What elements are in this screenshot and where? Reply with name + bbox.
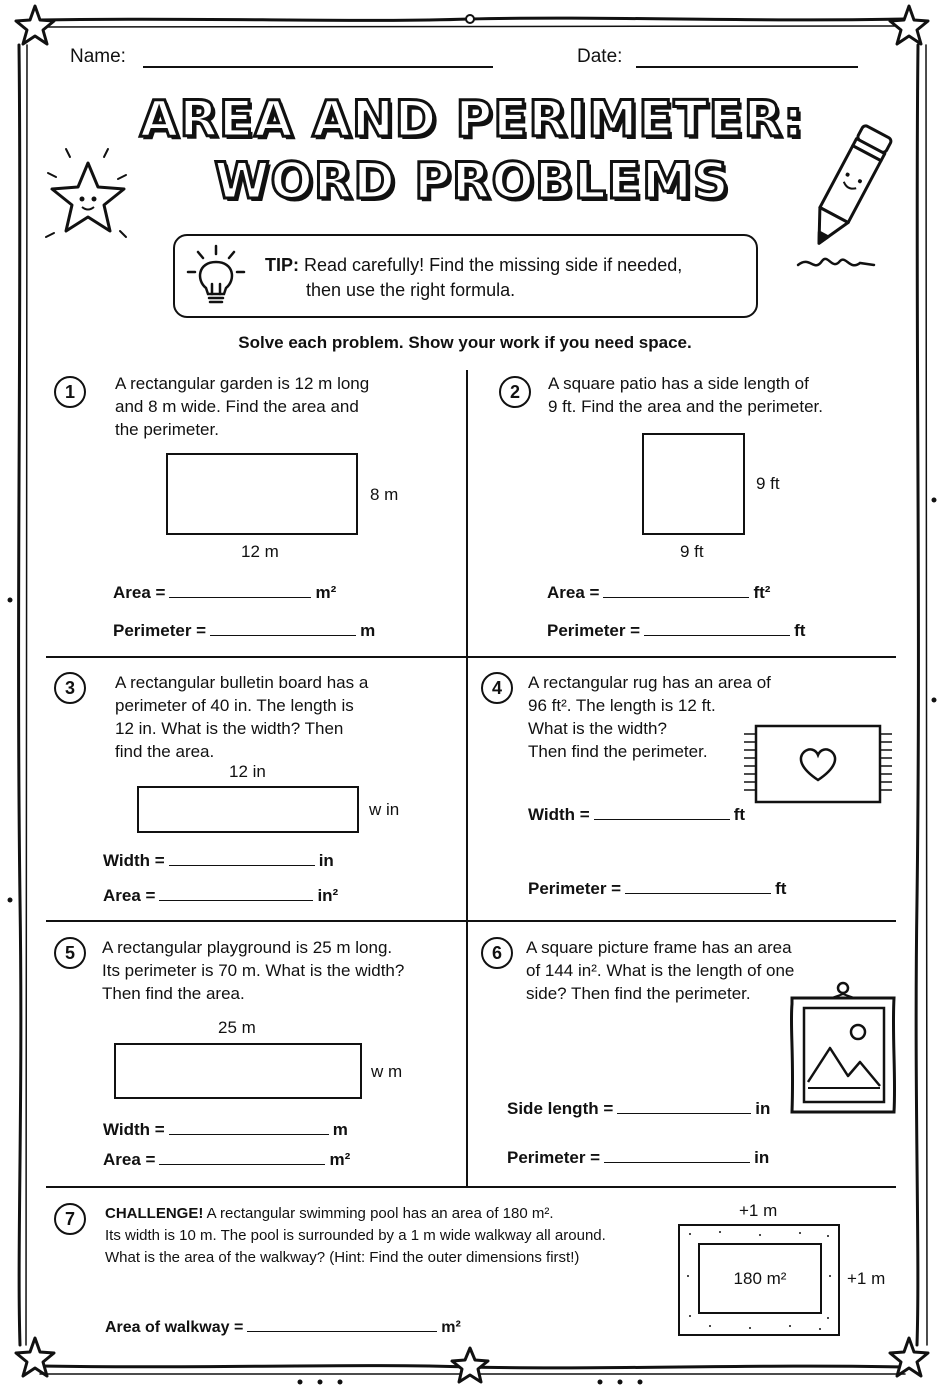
dimension-label: 9 ft xyxy=(680,542,704,561)
dimension-label: +1 m xyxy=(739,1201,778,1220)
pool-area-label: 180 m² xyxy=(733,1268,787,1288)
name-input-line[interactable] xyxy=(143,66,493,68)
problem-number: 2 xyxy=(499,376,531,408)
dimension-label: 8 m xyxy=(370,485,399,504)
lightbulb-icon xyxy=(186,242,246,310)
dimension-label: 25 m xyxy=(218,1018,256,1037)
page-title: AREA AND PERIMETER: xyxy=(139,90,805,148)
dimension-label: w m xyxy=(371,1062,403,1081)
answer-row[interactable]: Perimeter = ft xyxy=(547,621,806,640)
tip-line-1: Read carefully! Find the missing side if needed, xyxy=(304,255,683,275)
row-divider xyxy=(46,1186,896,1188)
dimension-label: 9 ft xyxy=(756,474,780,493)
tip-line-2: then use the right formula. xyxy=(306,280,516,300)
dimension-label: 12 in xyxy=(229,762,266,781)
problem-number: 1 xyxy=(54,376,86,408)
tip-text xyxy=(265,253,682,278)
answer-row[interactable]: Area = ft² xyxy=(547,583,771,602)
problem-number: 6 xyxy=(481,937,513,969)
patio-square xyxy=(642,433,745,535)
problem-4-text: A rectangular rug has an area of 96 ft². The length is 12 ft. What is the width? Then find the perimeter. xyxy=(528,673,771,761)
answer-row[interactable]: Area = in² xyxy=(103,886,339,905)
row-divider xyxy=(46,656,896,658)
tip-label: TIP: xyxy=(265,255,299,275)
smiling-star-icon xyxy=(42,145,132,245)
answer-row[interactable]: Area = m² xyxy=(113,583,337,602)
problem-6-text: A square picture frame has an area of 144 in². What is the length of one side? Then find the perimeter. xyxy=(526,938,795,1003)
instructions: Solve each problem. Show your work if you need space. xyxy=(238,333,692,352)
row-divider xyxy=(46,920,896,922)
dimension-label: w in xyxy=(369,800,400,819)
dimension-label: 12 m xyxy=(241,542,279,561)
problem-1-text: A rectangular garden is 12 m long and 8 m wide. Find the area and the perimeter. xyxy=(115,374,370,439)
picture-frame-icon xyxy=(786,976,900,1118)
answer-row[interactable]: Area of walkway = m² xyxy=(105,1319,461,1336)
date-input-line[interactable] xyxy=(636,66,858,68)
problem-number: 5 xyxy=(54,937,86,969)
answer-row[interactable]: Perimeter = m xyxy=(113,621,376,640)
column-divider xyxy=(466,370,468,1186)
answer-row[interactable]: Perimeter = in xyxy=(507,1148,770,1167)
smiling-pencil-icon xyxy=(790,115,910,280)
answer-row[interactable]: Perimeter = ft xyxy=(528,879,787,898)
answer-row[interactable]: Width = in xyxy=(103,851,334,870)
dimension-label: +1 m xyxy=(847,1269,886,1288)
answer-row[interactable]: Width = m xyxy=(103,1120,348,1139)
problem-3-text: A rectangular bulletin board has a perimeter of 40 in. The length is 12 in. What is the width? Then find the area. xyxy=(115,673,369,761)
problem-5-text: A rectangular playground is 25 m long. Its perimeter is 70 m. What is the width? Then find the area. xyxy=(102,938,405,1003)
date-label: Date: xyxy=(577,46,623,67)
answer-row[interactable]: Width = ft xyxy=(528,805,746,824)
pool-inner-rectangle xyxy=(698,1243,822,1314)
problem-number: 4 xyxy=(481,672,513,704)
garden-rectangle xyxy=(166,453,358,535)
challenge-label: CHALLENGE! xyxy=(105,1205,204,1222)
answer-row[interactable]: Side length = in xyxy=(507,1099,771,1118)
name-label: Name: xyxy=(70,46,126,67)
playground-rectangle xyxy=(114,1043,362,1099)
problem-7-text: CHALLENGE! A rectangular swimming pool has an area of 180 m². Its width is 10 m. The pool is surrounded by a 1 m wide walkway all around. What is the area of the walkway? (Hint: Find the outer dimensions first!) xyxy=(105,1205,606,1266)
problem-number: 7 xyxy=(54,1203,86,1235)
problem-number: 3 xyxy=(54,672,86,704)
rug-heart-icon xyxy=(742,722,894,806)
problem-2-text: A square patio has a side length of 9 ft. Find the area and the perimeter. xyxy=(548,374,823,416)
bulletin-board-rectangle xyxy=(137,786,359,833)
page-subtitle: WORD PROBLEMS xyxy=(214,152,730,210)
answer-row[interactable]: Area = m² xyxy=(103,1150,351,1169)
